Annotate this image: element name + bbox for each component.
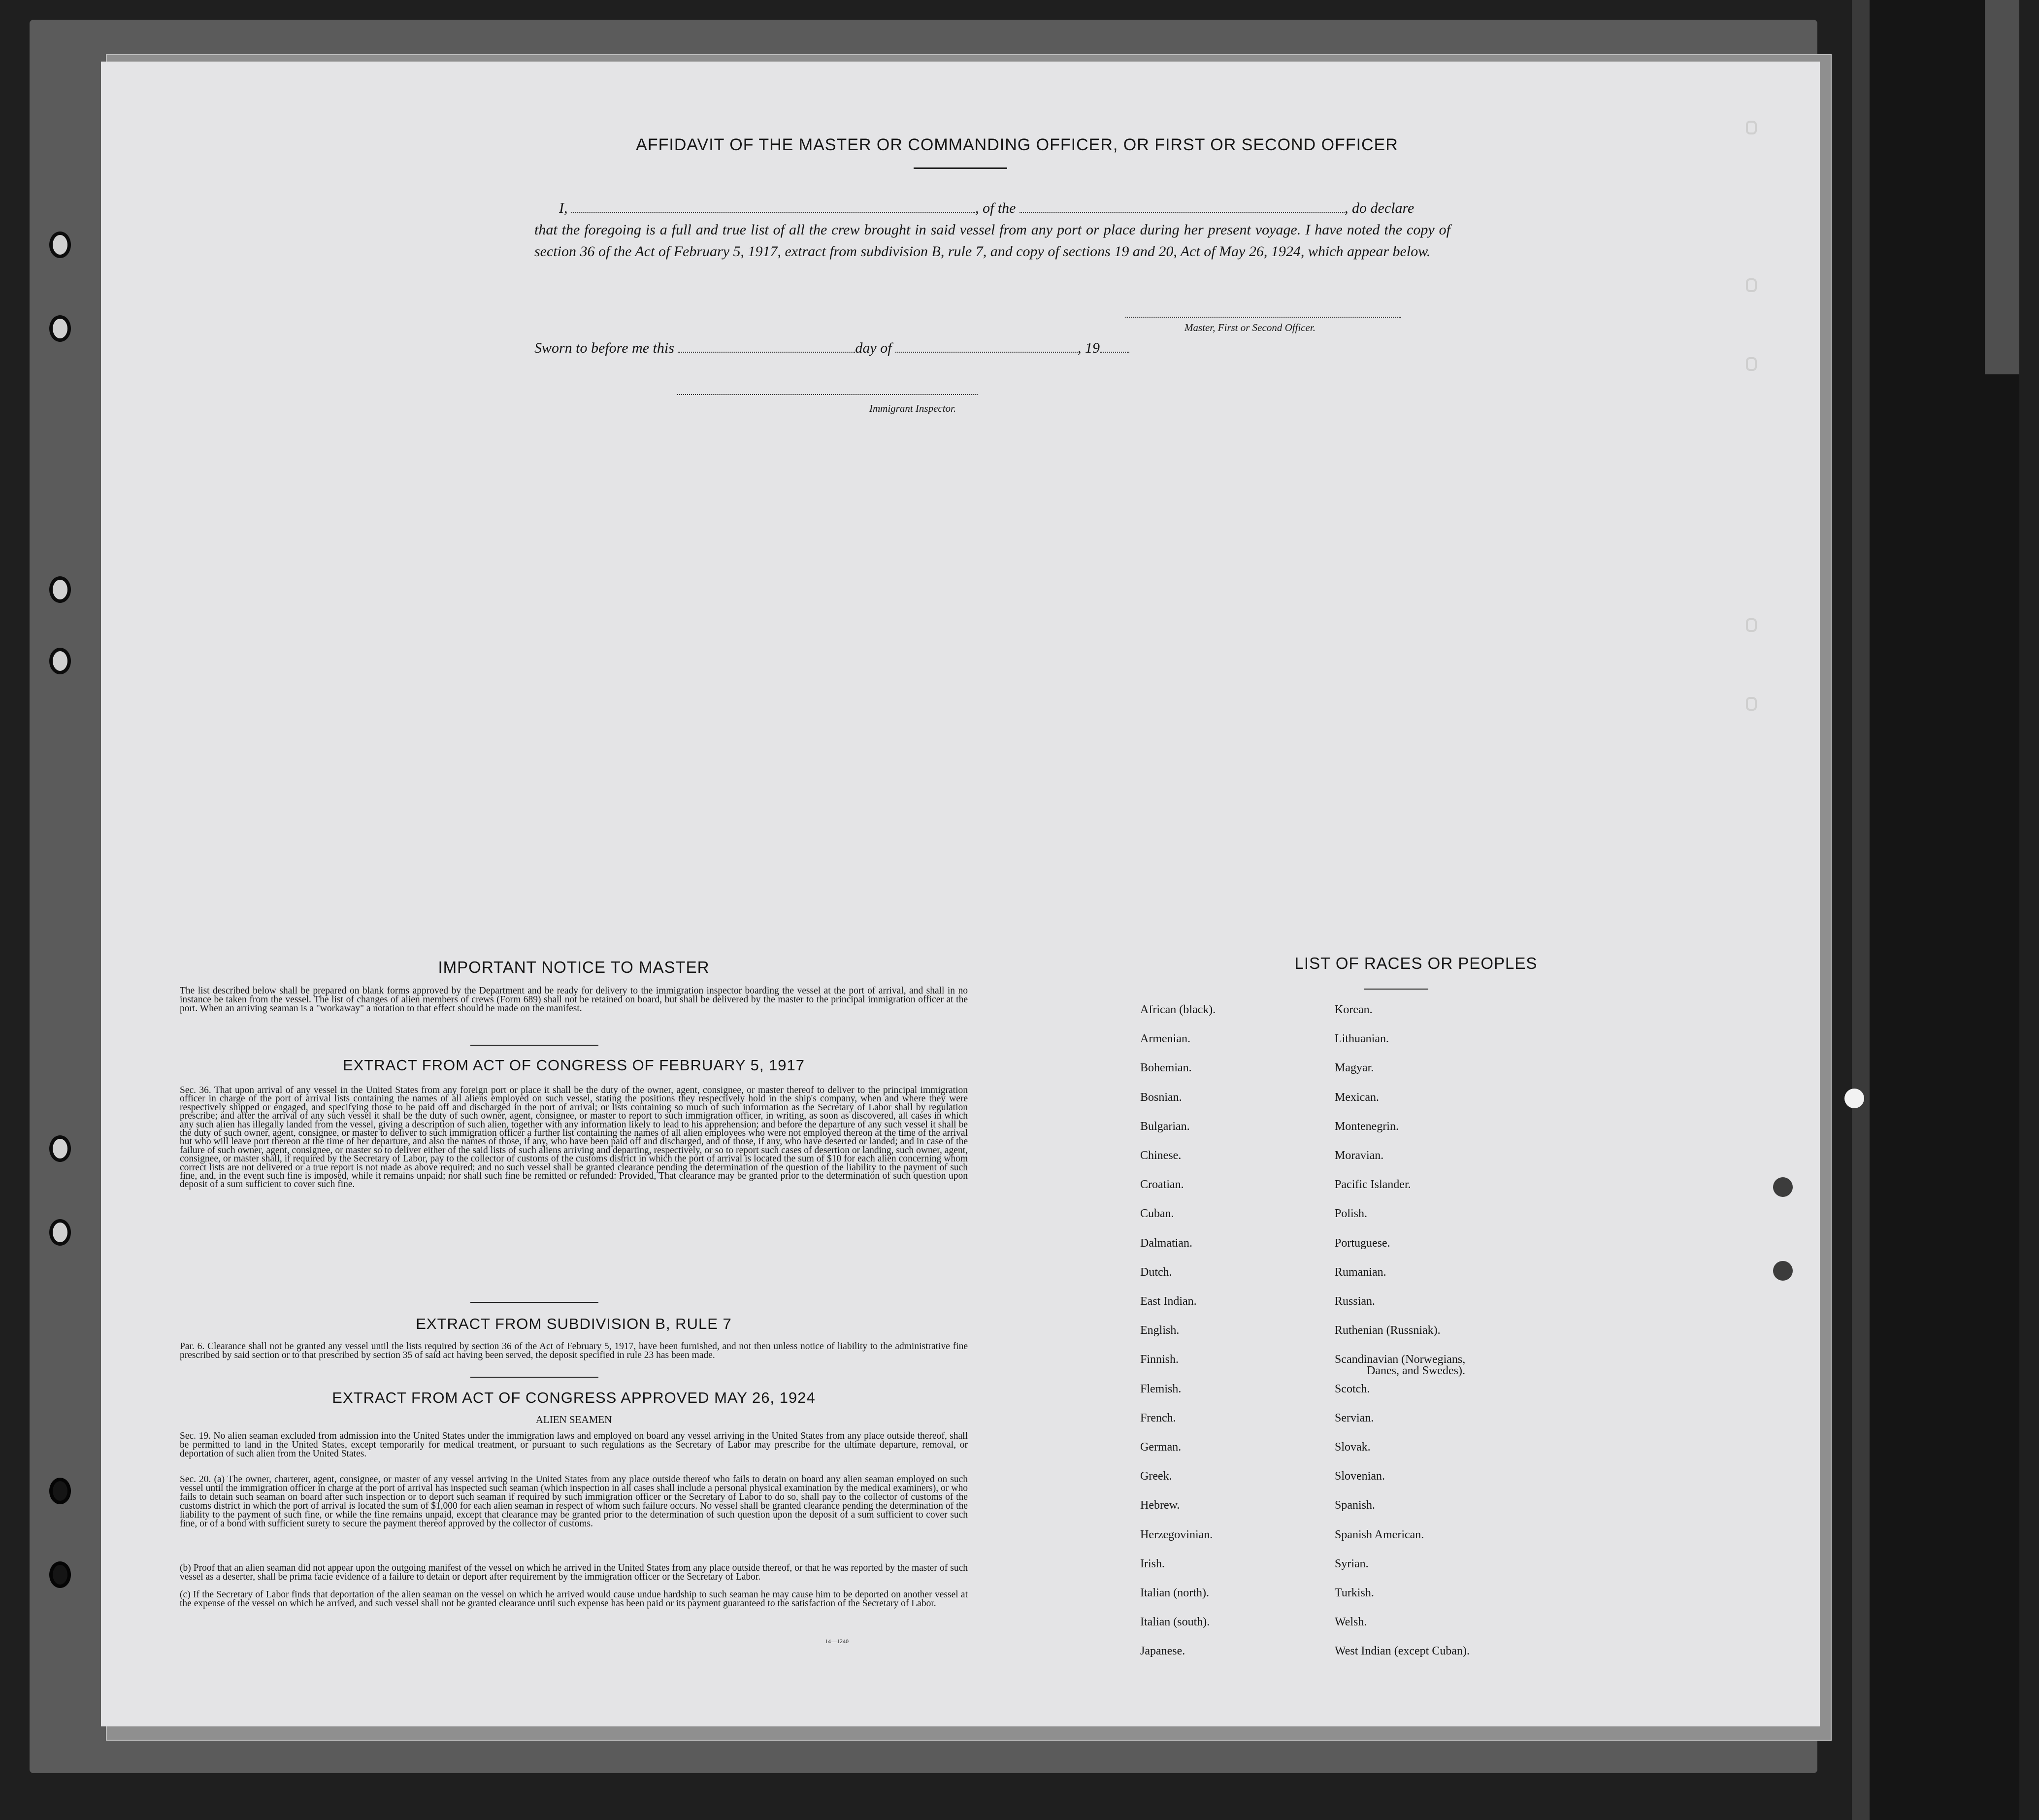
inspector-signature-field[interactable] [677,394,978,395]
race-item: Moravian. [1335,1149,1384,1162]
edge-dot-icon [1773,1177,1793,1197]
rule7-text: Par. 6. Clearance shall not be granted any vessel until the lists required by section 36 of the Act of February 5, 1917, have been furnished, and not then unless notice of liability to the administrative fine prescribed by said section or to that prescribed by section 35 of said act having been served, the deposit specified in rule 23 has been made. [180,1341,968,1360]
race-item: Korean. [1335,1003,1373,1016]
punch-hole-icon [49,232,71,258]
sworn-year-field[interactable] [1100,340,1129,353]
punch-hole-icon [49,1219,71,1246]
section-rule [470,1045,598,1046]
race-item: Slovak. [1335,1441,1371,1454]
extract-1917-text: Sec. 36. That upon arrival of any vessel in the United States from any foreign port or place it shall be the duty of the owner, agent, consignee, or master thereof to deliver to the principal immigration officer in charge of the port of arrival lists containing the names of all aliens employed on such vessel, stating the positions they respectively hold in the ship's company, when and where they were respectively shipped or engaged, and specifying those to be paid off and discharged in the port of arrival; or lists containing so much of such information as the Secretary of Labor shall by regulation prescribe; and after the arrival of any such vessel it shall be the duty of such owner, agent, consignee, or master to report to such immigration officer, in writing, as soon as discovered, all cases in which any such alien has illegally landed from the vessel, giving a description of such alien, together with any information likely to lead to his apprehension; and before the departure of any such vessel it shall be the duty of such owner, agent, consignee, or master to deliver to such immigration officer a further list containing the names of all alien employees who were not employed thereon at the time of the arrival but who will leave port thereon at the time of her departure, and also the names of those, if any, who have been paid off and discharged, and of those, if any, who have deserted or landed; and in case of the failure of such owner, agent, consignee, or master so to deliver either of the said lists of such aliens arriving and departing, respectively, or so to report such cases of desertion or landing, such owner, agent, consignee, or master shall, if required by the Secretary of Labor, pay to the collector of customs of the customs district in which the port of arrival is located the sum of $10 for each alien concerning whom correct lists are not delivered or a true report is not made as above required; and no such vessel shall be granted clearance pending the determination of the question of the liability to the payment of such fine, and, in the event such fine is imposed, while it remains unpaid; nor shall such fine be remitted or refunded: Provided, That clearance may be granted prior to the determination of such question upon deposit of a sum sufficient to cover such fine. [180,1085,968,1190]
year-prefix-label: , 19 [1078,340,1100,356]
inspector-caption: Immigrant Inspector. [869,402,956,414]
race-item: Montenegrin. [1335,1120,1399,1133]
race-item: Greek. [1140,1470,1172,1483]
race-item: West Indian (except Cuban). [1335,1645,1470,1658]
day-of-label: day of [855,340,892,356]
race-item: Bohemian. [1140,1061,1192,1075]
race-item: French. [1140,1411,1176,1424]
race-item: Scotch. [1335,1382,1370,1395]
section-rule [470,1302,598,1303]
race-item: Servian. [1335,1411,1374,1424]
race-item: Bulgarian. [1140,1120,1190,1133]
race-item: African (black). [1140,1003,1216,1016]
notice-text: The list described below shall be prepared on blank forms approved by the Department and be ready for delivery to the immigration inspector boarding the vessel at the port of arrival, and shall in no instance be taken from the vessel. The list of changes of alien members of crews (Form 689) shall not be retained on board, but shall be delivered by the master to the principal immigration officer at the port. When an arriving seaman is a "workaway" a notation to that effect should be made on the manifest. [180,986,968,1014]
sworn-month-field[interactable] [895,340,1078,353]
race-item: Cuban. [1140,1207,1174,1221]
race-item: Bosnian. [1140,1091,1182,1104]
race-item: Chinese. [1140,1149,1182,1162]
vessel-name-field[interactable] [1020,200,1345,213]
sec20c-text: (c) If the Secretary of Labor finds that deportation of the alien seaman on the vessel on which he arrived would cause undue hardship to such seaman he may cause him to be deported on another vessel at the expense of the vessel on which he arrived, and such vessel shall not be granted clearance until such expense has been paid or its payment guaranteed to the satisfaction of the Secretary of Labor. [180,1589,968,1609]
race-item: Pacific Islander. [1335,1178,1411,1191]
of-the-label: , of the [975,200,1016,216]
edge-dot-icon [1773,1261,1793,1281]
form-page [101,62,1820,1726]
race-item: Croatian. [1140,1178,1184,1191]
affidavit-declaration-line [534,198,1450,219]
sworn-label: Sworn to before me this [534,340,674,356]
race-item: Spanish American. [1335,1528,1424,1541]
punch-hole-icon [49,576,71,603]
notice-title: IMPORTANT NOTICE TO MASTER [438,958,710,976]
race-item: Portuguese. [1335,1236,1390,1250]
race-item: Hebrew. [1140,1499,1180,1512]
sec20b-text: (b) Proof that an alien seaman did not appear upon the outgoing manifest of the vessel on which he arrived in the United States from any place outside thereof, or that he was reported by the master of such vessel as a deserter, shall be prima facie evidence of a failure to detain or deport after requirement by the immigration officer or the Secretary of Labor. [180,1563,968,1582]
extract-1924-title: EXTRACT FROM ACT OF CONGRESS APPROVED MAY 26, 1924 [332,1389,816,1406]
form-number: 14—1240 [825,1638,849,1645]
races-title: LIST OF RACES OR PEOPLES [1294,954,1538,972]
officer-name-field[interactable] [571,200,975,213]
race-item: Italian (south). [1140,1616,1210,1629]
race-item: Italian (north). [1140,1587,1209,1599]
race-item: Scandinavian (Norwegians, [1335,1353,1466,1366]
edge-mark-icon [1746,618,1757,632]
race-item: Welsh. [1335,1616,1367,1629]
edge-dot-icon [1844,1089,1864,1108]
alien-seamen-subtitle: ALIEN SEAMEN [535,1414,612,1425]
race-item: Finnish. [1140,1353,1179,1366]
race-item: Irish. [1140,1557,1165,1570]
race-item: Rumanian. [1335,1265,1386,1279]
race-item: Magyar. [1335,1061,1374,1075]
race-item: Syrian. [1335,1557,1369,1570]
edge-mark-icon [1746,121,1757,134]
sec20a-text: Sec. 20. (a) The owner, charterer, agent, consignee, or master of any vessel arriving in the United States from any place outside thereof who fails to detain on board any alien seaman employed on such vessel until the immigration officer in charge at the port of arrival has inspected such seaman (which inspection in all cases shall include a personal physical examination by the medical examiners), or who fails to detain such seaman on board after such inspection or to deport such seaman if required by such immigration officer or the Secretary of Labor to do so, shall pay to the collector of customs of the customs district in which the port of arrival is located the sum of $1,000 for each alien seaman in respect of whom such failure occurs. No vessel shall be granted clearance pending the determination of the liability to the payment of such fine, or while the fine remains unpaid, except that clearance may be granted prior to the determination of such question upon the deposit of a sum sufficient to cover such fine, or of a bond with sufficient surety to secure the payment thereof approved by the collector of customs. [180,1474,968,1529]
race-item: Dutch. [1140,1265,1172,1279]
race-item: Armenian. [1140,1032,1190,1046]
right-edge-shadow [1852,0,2019,1820]
affidavit-title: AFFIDAVIT OF THE MASTER OR COMMANDING OFFICER, OR FIRST OR SECOND OFFICER [636,135,1398,154]
race-item: Polish. [1335,1207,1368,1221]
race-item: Japanese. [1140,1645,1185,1658]
section-rule [470,1377,598,1378]
sworn-line [534,337,1129,359]
master-signature-field[interactable] [1125,317,1401,318]
title-rule [914,167,1007,169]
edge-mark-icon [1746,697,1757,711]
extract-1917-title: EXTRACT FROM ACT OF CONGRESS OF FEBRUARY 5, 1917 [342,1057,805,1074]
race-item: Lithuanian. [1335,1032,1389,1046]
punch-hole-icon [49,648,71,674]
race-item: German. [1140,1441,1182,1454]
i-label: I, [559,200,568,216]
race-item: Dalmatian. [1140,1236,1192,1250]
race-item: Danes, and Swedes). [1367,1364,1465,1377]
race-item: East Indian. [1140,1295,1197,1308]
race-item: Herzegovinian. [1140,1528,1213,1541]
master-caption: Master, First or Second Officer. [1184,322,1315,333]
edge-mark-icon [1746,278,1757,292]
race-item: Russian. [1335,1295,1376,1308]
sworn-day-field[interactable] [678,340,855,353]
races-rule [1364,989,1428,990]
rule7-title: EXTRACT FROM SUBDIVISION B, RULE 7 [416,1315,732,1332]
punch-hole-icon [49,1135,71,1162]
punch-hole-icon [49,1561,71,1588]
race-item: Slovenian. [1335,1470,1385,1483]
affidavit-body: that the foregoing is a full and true list of all the crew brought in said vessel from any port or place during her present voyage. I have noted the copy of section 36 of the Act of February 5, 1917, extract from subdivision B, rule 7, and copy of sections 19 and 20, Act of May 26, 1924, which appear below. [534,222,1450,260]
race-item: Spanish. [1335,1499,1376,1512]
punch-hole-icon [49,315,71,342]
race-item: Flemish. [1140,1382,1182,1395]
race-item: English. [1140,1324,1180,1337]
sec19-text: Sec. 19. No alien seaman excluded from admission into the United States under the immigration laws and employed on board any vessel arriving in the United States from any place outside thereof, shall be permitted to land in the United States, except temporarily for medical treatment, or pursuant to such regulations as the Secretary of Labor may prescribe for the ultimate departure, removal, or deportation of such alien from the United States. [180,1431,968,1459]
race-item: Mexican. [1335,1091,1379,1104]
race-item: Turkish. [1335,1587,1374,1599]
race-item: Ruthenian (Russniak). [1335,1324,1441,1337]
do-declare-label: , do declare [1345,200,1414,216]
edge-mark-icon [1746,357,1757,371]
punch-hole-icon [49,1478,71,1504]
